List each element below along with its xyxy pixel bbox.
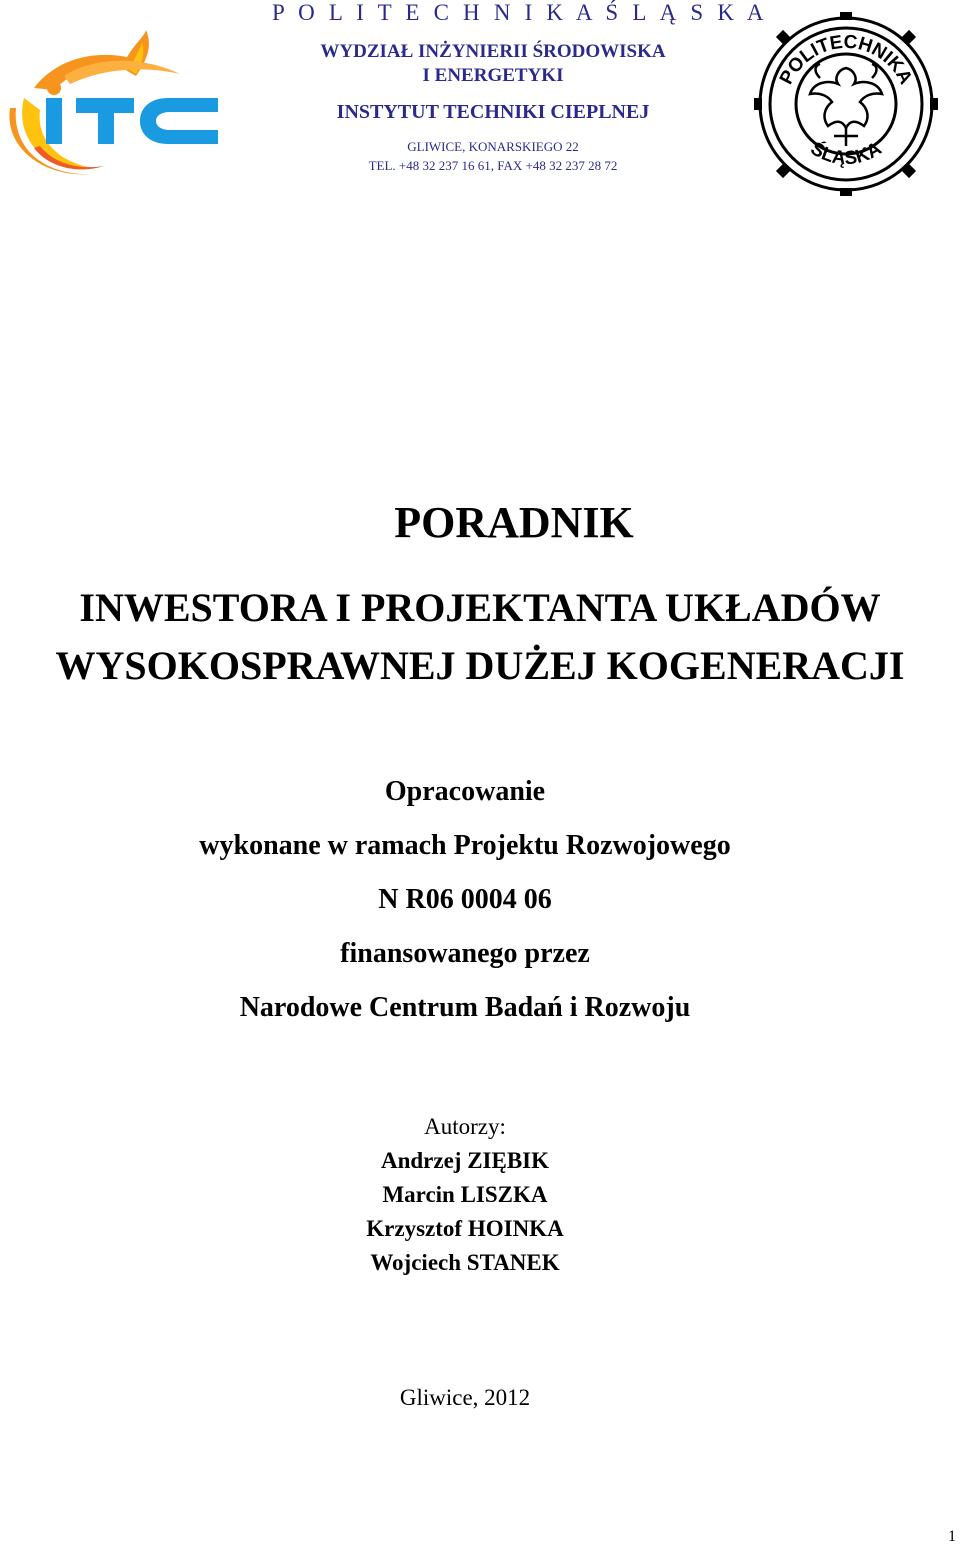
institute-name: INSTYTUT TECHNIKI CIEPLNEJ xyxy=(336,101,650,123)
seal-text-bottom: ŚLĄSKA xyxy=(806,138,886,170)
funding-institution: Narodowe Centrum Badań i Rozwoju xyxy=(239,992,691,1023)
authors-label: Autorzy: xyxy=(424,1114,506,1139)
page-number: 1 xyxy=(948,1528,956,1545)
faculty-line-1: WYDZIAŁ INŻYNIERII ŚRODOWISKA xyxy=(320,41,666,62)
place-and-date: Gliwice, 2012 xyxy=(399,1385,531,1410)
itc-logo xyxy=(4,28,220,178)
svg-text:POLITECHNIKA xyxy=(776,32,916,88)
author-name: Wojciech STANEK xyxy=(370,1250,560,1275)
description-line-2: wykonane w ramach Projektu Rozwojowego xyxy=(199,830,731,861)
author-name: Krzysztof HOINKA xyxy=(366,1216,564,1241)
faculty-line-2: I ENERGETYKI xyxy=(422,65,564,86)
faculty-name xyxy=(258,40,728,88)
description-line-1: Opracowanie xyxy=(384,776,546,807)
university-name: P O L I T E C H N I K A Ś L Ą S K A xyxy=(272,0,768,25)
author-name: Marcin LISZKA xyxy=(382,1182,548,1207)
seal-text-top: POLITECHNIKA xyxy=(775,31,917,88)
address-line: GLIWICE, KONARSKIEGO 22 xyxy=(407,139,579,154)
author-name: Andrzej ZIĘBIK xyxy=(380,1148,550,1173)
document-title: PORADNIK xyxy=(394,498,634,547)
document-subtitle-line-2: WYSOKOSPRAWNEJ DUŻEJ KOGENERACJI xyxy=(55,643,905,688)
project-number: N R06 0004 06 xyxy=(378,884,552,915)
document-subtitle-line-1: INWESTORA I PROJEKTANTA UKŁADÓW xyxy=(79,585,881,630)
description-line-4: finansowanego przez xyxy=(340,938,590,969)
contact-line: TEL. +48 32 237 16 61, FAX +48 32 237 28 72 xyxy=(368,158,618,173)
university-seal-logo xyxy=(748,8,944,198)
